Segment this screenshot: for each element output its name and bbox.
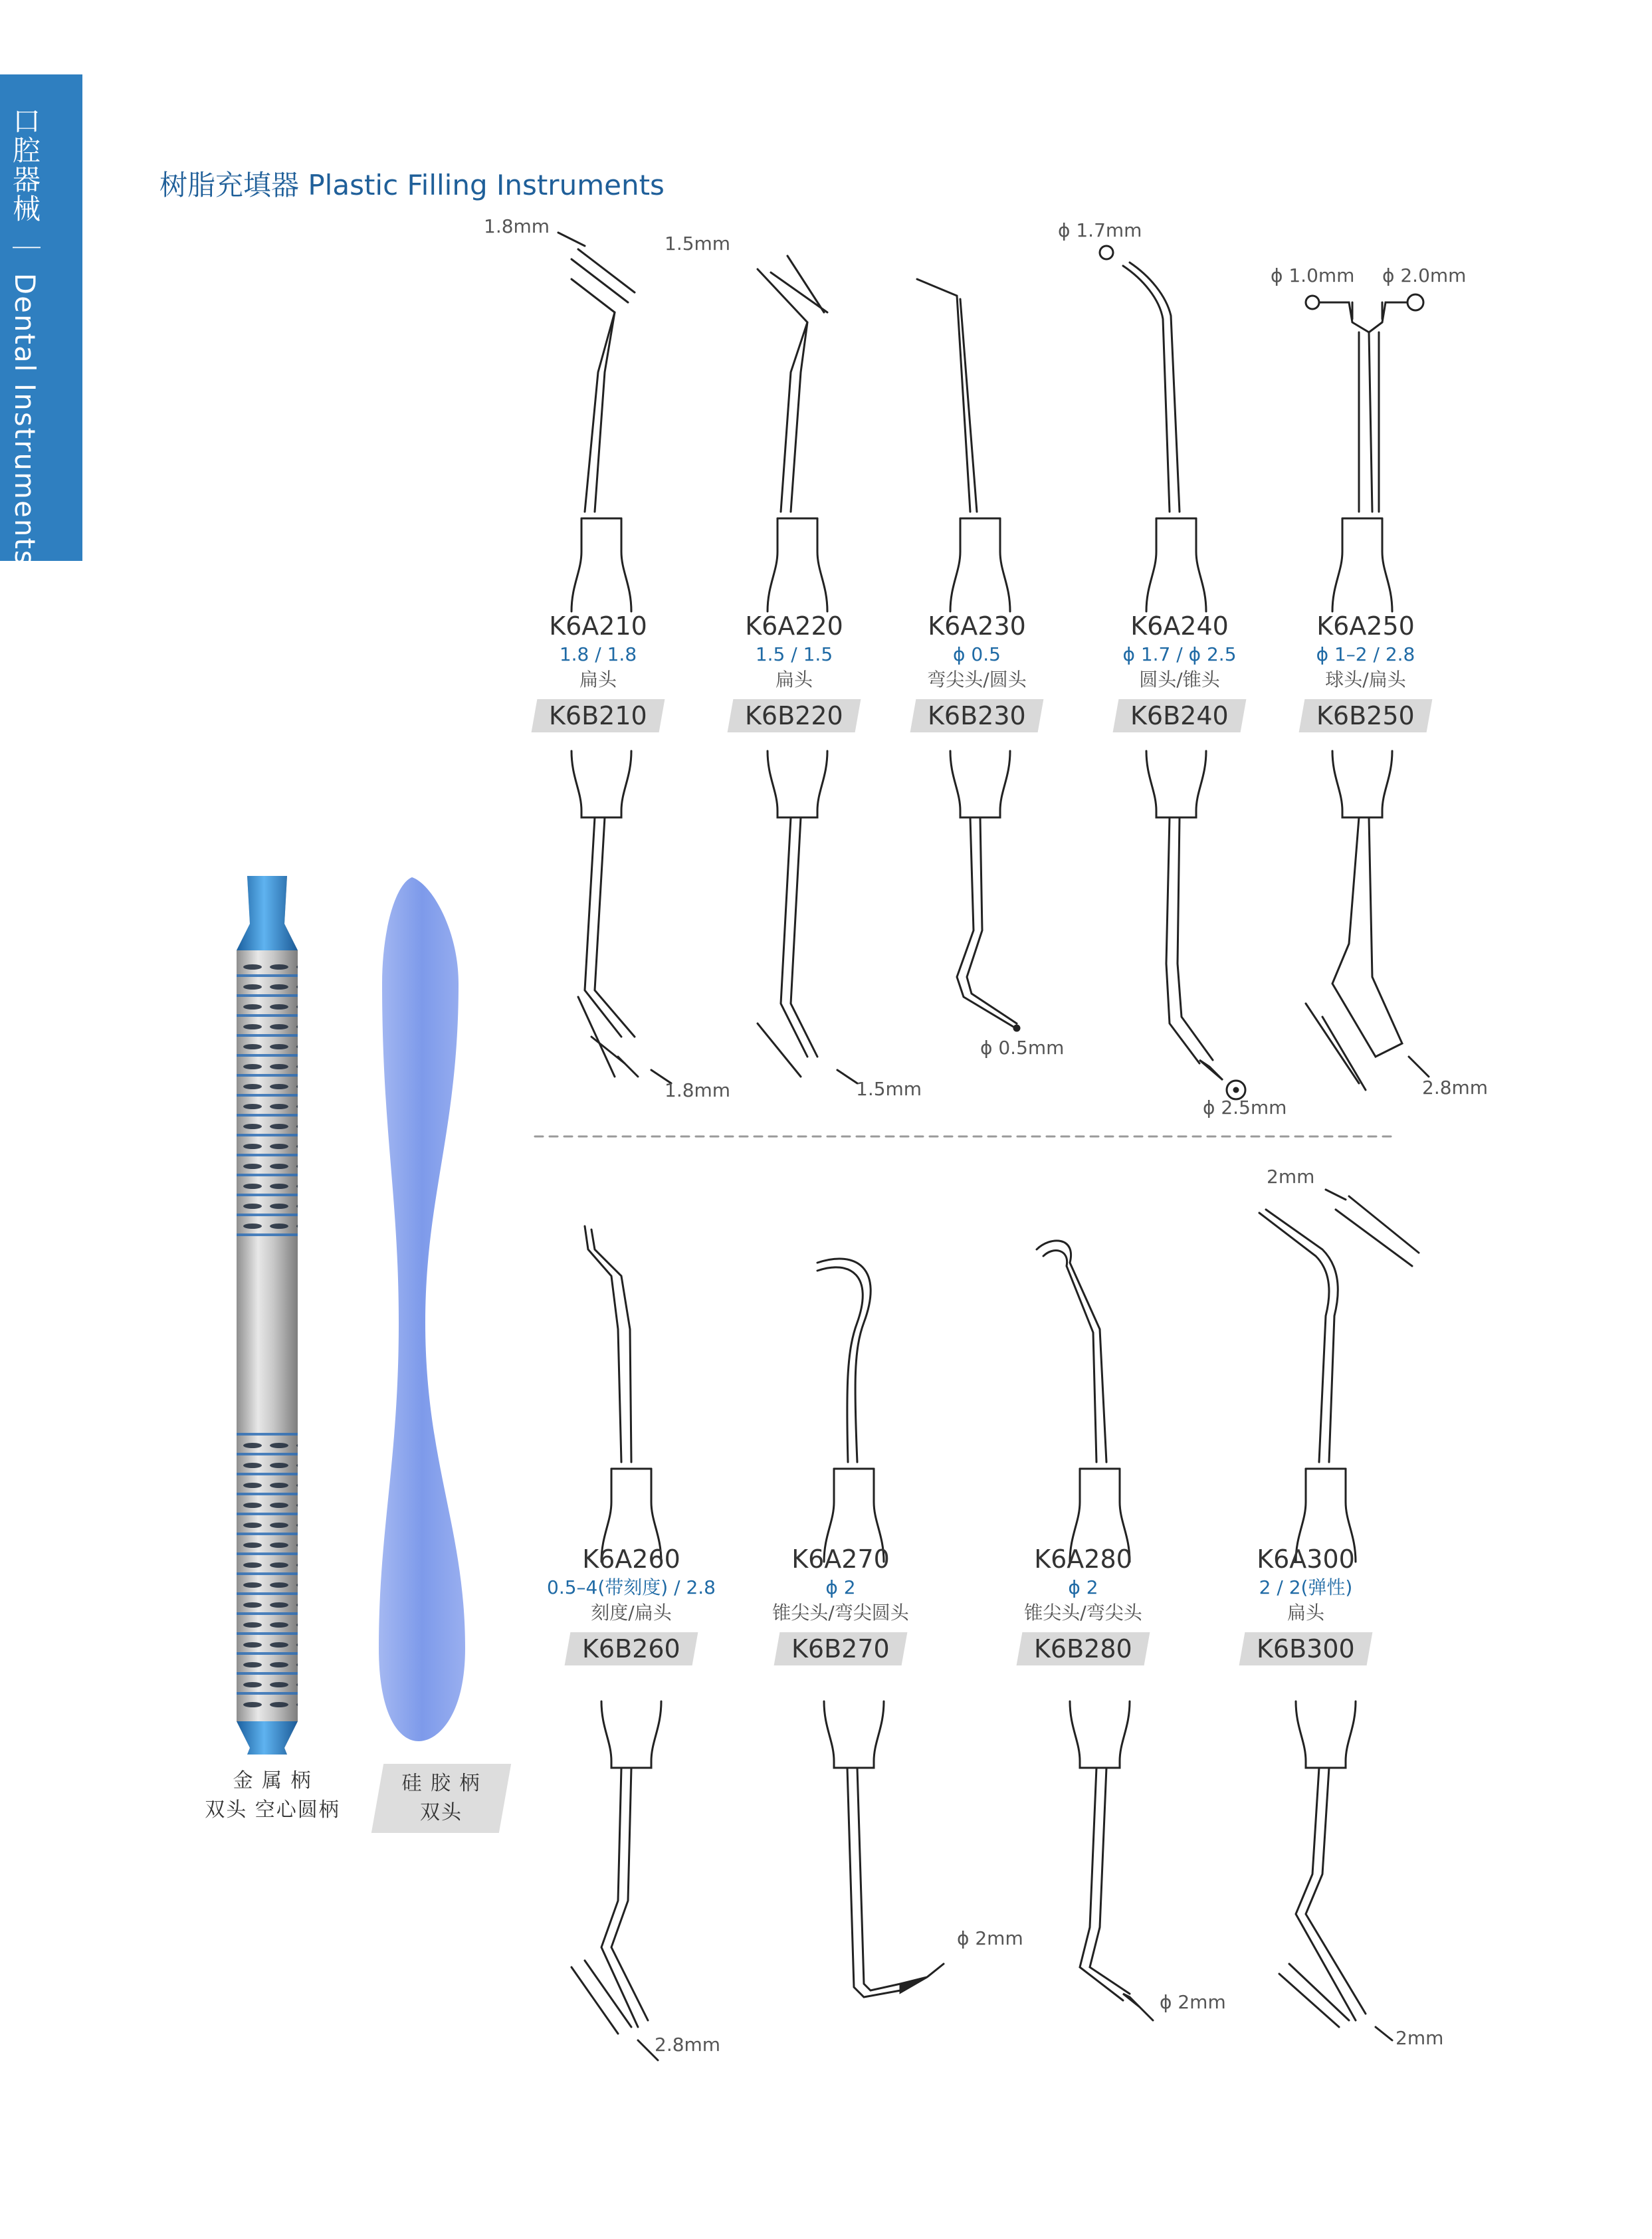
instrument-code-b: K6B260 [565,1632,698,1665]
dim-k6a300-bottom: 2mm [1395,2027,1444,2049]
instrument-tip-type: 刻度/扁头 [591,1602,672,1624]
dim-k6a220-top: 1.5mm [665,233,731,255]
instrument-code-b: K6B210 [532,699,665,732]
instrument-code-a: K6A270 [791,1545,890,1574]
dim-k6a260-bottom: 2.8mm [655,2034,721,2056]
instrument-spec: ϕ 2 [825,1576,856,1598]
instrument-label-k6a300 [1219,1543,1392,1665]
instrument-code-a: K6A260 [582,1545,680,1574]
metal-handle-caption-line1: 金 属 柄 [233,1769,312,1792]
instrument-label-k6a280 [997,1543,1170,1665]
instrument-spec: 1.8 / 1.8 [559,643,637,665]
silicone-handle-caption-line1: 硅 胶 柄 [401,1772,481,1795]
instrument-code-b: K6B230 [910,699,1044,732]
instrument-tip-type: 弯尖头/圆头 [927,669,1027,691]
instrument-label-k6a250 [1279,610,1452,732]
dim-k6a240-top: ϕ 1.7mm [1058,219,1142,241]
instrument-spec: 2 / 2(弹性) [1259,1576,1353,1598]
dim-k6a210-top: 1.8mm [484,215,550,237]
instrument-code-a: K6A230 [928,611,1026,641]
instrument-spec: ϕ 1.7 / ϕ 2.5 [1122,643,1237,665]
instrument-code-a: K6A220 [745,611,843,641]
instrument-code-b: K6B250 [1299,699,1433,732]
instrument-code-b: K6B270 [774,1632,908,1665]
metal-handle-caption-line2: 双头 空心圆柄 [205,1798,340,1822]
instrument-code-a: K6A250 [1316,611,1415,641]
metal-handle-image [237,876,298,1755]
metal-handle-caption [193,1766,352,1825]
instrument-code-b: K6B240 [1113,699,1247,732]
dim-k6a250-bottom: 2.8mm [1422,1077,1489,1099]
instrument-spec: 0.5–4(带刻度) / 2.8 [547,1576,716,1598]
dim-k6a250-top-left: ϕ 1.0mm [1271,265,1355,286]
instrument-tip-type: 锥尖头/弯尖圆头 [772,1602,909,1624]
dim-k6a210-bottom: 1.8mm [665,1079,731,1101]
instrument-spec: ϕ 1–2 / 2.8 [1316,643,1415,665]
instrument-code-a: K6A240 [1130,611,1229,641]
dim-k6a250-top-right: ϕ 2.0mm [1382,265,1467,286]
instrument-tip-type: 扁头 [775,669,813,691]
dim-k6a300-top: 2mm [1267,1166,1315,1188]
instrument-code-a: K6A210 [549,611,647,641]
instrument-code-b: K6B280 [1017,1632,1150,1665]
dim-k6a280-bottom: ϕ 2mm [1160,1991,1226,2013]
instrument-tip-type: 圆头/锥头 [1139,669,1220,691]
dim-k6a230-bottom: ϕ 0.5mm [980,1037,1065,1059]
dim-k6a220-bottom: 1.5mm [856,1078,922,1100]
instrument-spec: ϕ 0.5 [953,643,1001,665]
instrument-tip-type: 球头/扁头 [1325,669,1406,691]
instrument-label-k6a210 [512,610,684,732]
page-title: 树脂充填器 Plastic Filling Instruments [159,169,665,201]
instrument-tip-type: 扁头 [579,669,617,691]
instrument-label-k6a230 [890,610,1063,732]
instrument-label-k6a270 [754,1543,927,1665]
instrument-tip-type: 扁头 [1287,1602,1324,1624]
instrument-code-b: K6B220 [728,699,861,732]
instrument-label-k6a220 [708,610,880,732]
instrument-spec: 1.5 / 1.5 [755,643,833,665]
instrument-code-b: K6B300 [1239,1632,1373,1665]
instrument-tip-type: 锥尖头/弯尖头 [1024,1602,1142,1624]
instrument-label-k6a260 [545,1543,718,1665]
instrument-spec: ϕ 2 [1068,1576,1098,1598]
silicone-handle-caption [371,1764,511,1833]
dim-k6a270-bottom: ϕ 2mm [957,1927,1023,1949]
silicone-handle-image [379,877,465,1741]
instrument-code-a: K6A280 [1034,1545,1132,1574]
instrument-label-k6a240 [1093,610,1266,732]
silicone-handle-caption-line2: 双头 [420,1801,463,1824]
instrument-code-a: K6A300 [1257,1545,1355,1574]
side-tab-text: 口腔器械 ｜ Dental Instruments [9,106,41,566]
dim-k6a240-bottom: ϕ 2.5mm [1203,1097,1287,1119]
